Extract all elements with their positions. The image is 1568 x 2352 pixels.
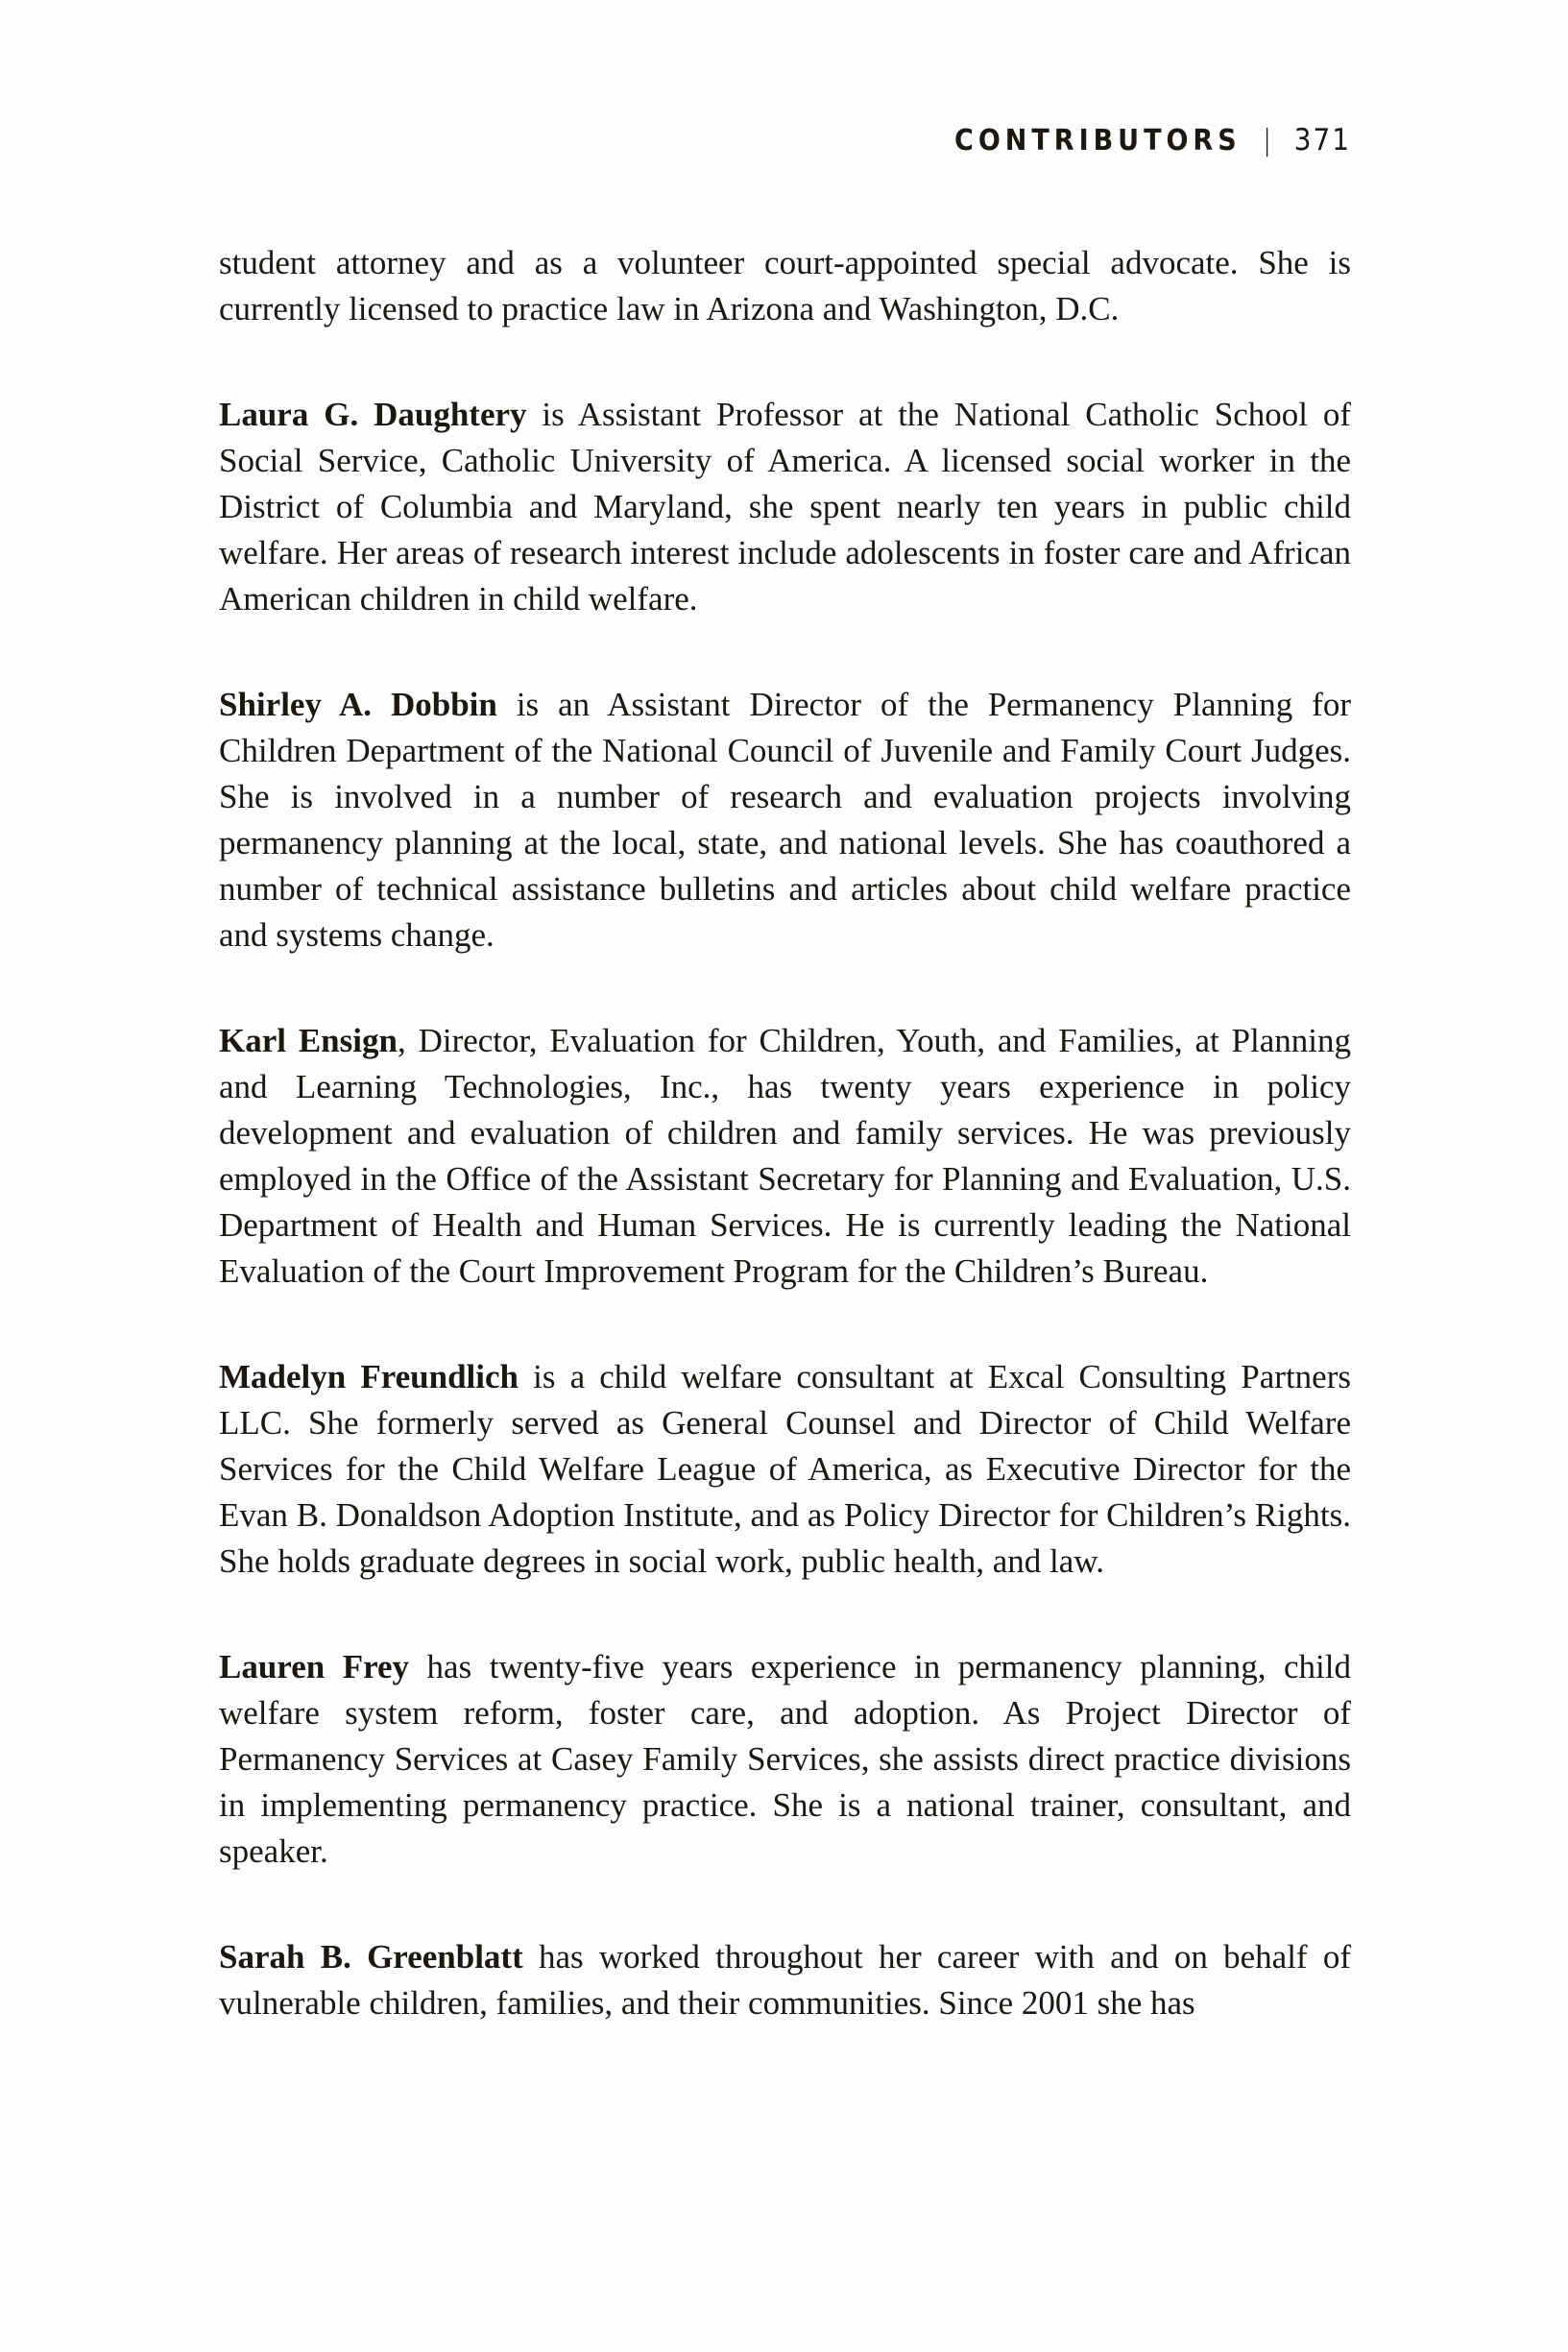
running-head-section-title: CONTRIBUTORS: [954, 124, 1242, 158]
bio-text: has worked throughout her career with and on behalf of vulnerable children, families, and their communities. Since 2001 she has: [219, 1938, 1351, 2022]
contributor-name: Karl Ensign: [219, 1022, 398, 1059]
contributor-name: Madelyn Freundlich: [219, 1358, 519, 1395]
bio-text: is an Assistant Director of the Permanency Planning for Children Department of the National Council of Juvenile and Family Court Judges. She is involved in a number of research and evaluation projects involving permanency planning at the local, state, and national levels. She has coauthored a number of technical assistance bulletins and articles about child welfare practice and systems change.: [219, 686, 1351, 954]
bio-paragraph: [219, 1934, 1351, 2026]
bio-text: student attorney and as a volunteer court-appointed special advocate. She is currently licensed to practice law in Arizona and Washington, D.C.: [219, 244, 1351, 327]
bio-paragraph: [219, 240, 1351, 332]
contributor-name: Lauren Frey: [219, 1648, 410, 1685]
bio-text: is a child welfare consultant at Excal Consulting Partners LLC. She formerly served as General Counsel and Director of Child Welfare Services for the Child Welfare League of America, as Executive Director for the Evan B. Donaldson Adoption Institute, and as Policy Director for Children’s Rights. She holds graduate degrees in social work, public health, and law.: [219, 1358, 1351, 1580]
bio-paragraph: [219, 682, 1351, 958]
contributor-name: Shirley A. Dobbin: [219, 686, 497, 723]
contributor-name: Sarah B. Greenblatt: [219, 1938, 523, 1976]
running-head: [219, 0, 1351, 158]
bio-paragraph: [219, 1644, 1351, 1875]
contributor-name: Laura G. Daughtery: [219, 396, 527, 433]
bio-paragraph: [219, 392, 1351, 622]
page-content: [219, 0, 1351, 2026]
bio-text: has twenty-five years experience in permanency planning, child welfare system reform, foster care, and adoption. As Project Director of Permanency Services at Casey Family Services, she assists direct practice divisions in implementing permanency practice. She is a national trainer, consultant, and speaker.: [219, 1648, 1351, 1870]
contributors-bios: [219, 240, 1351, 2026]
bio-text: , Director, Evaluation for Children, Youth, and Families, at Planning and Learning Technologies, Inc., has twenty years experience in policy development and evaluation of children and family services. He was previously employed in the Office of the Assistant Secretary for Planning and Evaluation, U.S. Department of Health and Human Services. He is currently leading the National Evaluation of the Court Improvement Program for the Children’s Bureau.: [219, 1022, 1352, 1290]
page-number: 371: [1293, 123, 1351, 158]
bio-paragraph: [219, 1018, 1351, 1295]
running-head-separator: |: [1264, 124, 1269, 158]
bio-paragraph: [219, 1354, 1351, 1585]
bio-text: is Assistant Professor at the National Catholic School of Social Service, Catholic University of America. A licensed social worker in the District of Columbia and Maryland, she spent nearly ten years in public child welfare. Her areas of research interest include adolescents in foster care and African American children in child welfare.: [219, 396, 1352, 618]
